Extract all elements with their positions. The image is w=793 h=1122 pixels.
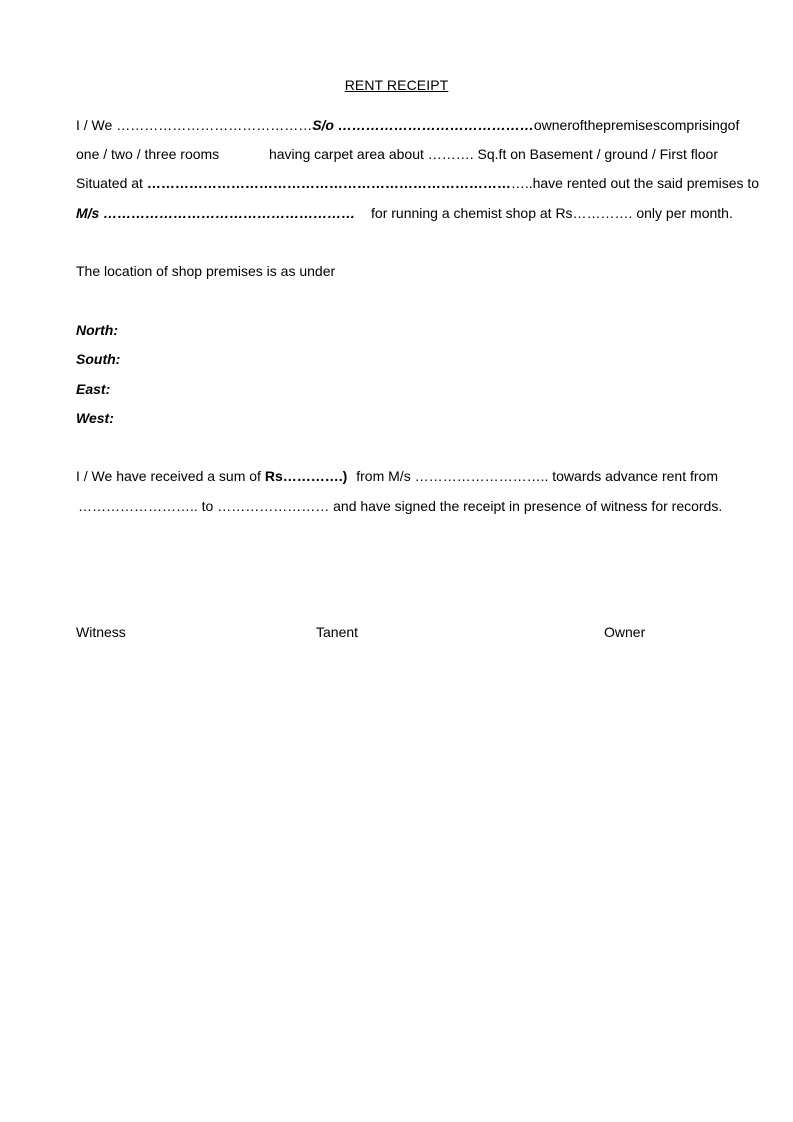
text-comprising: comprising xyxy=(659,117,728,133)
direction-west: West: xyxy=(76,410,114,426)
para1-line2 xyxy=(76,146,718,162)
text-of-end: of xyxy=(727,117,740,133)
received-group xyxy=(76,468,347,484)
page-title: RENT RECEIPT xyxy=(344,77,449,93)
direction-east: East: xyxy=(76,381,111,397)
rented-text: …..have rented out the said premises to xyxy=(510,175,760,191)
tenant-label: Tanent xyxy=(316,624,359,640)
location-intro: The location of shop premises is as under xyxy=(76,263,336,279)
text-of: of xyxy=(572,117,584,133)
received-text: I / We have received a sum of xyxy=(76,468,261,484)
text-the: the xyxy=(583,117,604,133)
text-we: I / We xyxy=(76,117,113,133)
text-owner: owner xyxy=(533,117,573,133)
para2-line1 xyxy=(76,468,718,484)
direction-north: North: xyxy=(76,322,118,338)
direction-south: South: xyxy=(76,351,121,367)
situated-group xyxy=(76,175,511,191)
situated-label: Situated at xyxy=(76,175,143,191)
para2-line2: …………………….. to …………………… and have signed the receipt in presence of witness for records. xyxy=(78,498,723,514)
amount-blank: Rs………….) xyxy=(264,468,348,484)
para1-line4 xyxy=(76,205,733,221)
witness-label: Witness xyxy=(76,624,126,640)
blank-name: …………………………………… xyxy=(116,117,313,133)
from-text: from M/s ……………………….. towards advance rent from xyxy=(356,468,718,484)
rent-amount-text: for running a chemist shop at Rs…………. only per month. xyxy=(371,205,733,221)
para1-text xyxy=(76,117,534,133)
para1-line3 xyxy=(76,175,760,191)
rooms-text: one / two / three rooms xyxy=(76,146,220,162)
para1-line1 xyxy=(76,117,740,133)
blank-address: …………………………………………………………………… xyxy=(146,175,511,191)
son-of-label: S/o …………………………………… xyxy=(312,117,534,133)
owner-label: Owner xyxy=(604,624,646,640)
tenant-name-blank: M/s ……………………………………………… xyxy=(76,205,356,221)
text-premises: premises xyxy=(603,117,660,133)
carpet-area-text: having carpet area about ………. Sq.ft on Basement / ground / First floor xyxy=(268,146,718,162)
